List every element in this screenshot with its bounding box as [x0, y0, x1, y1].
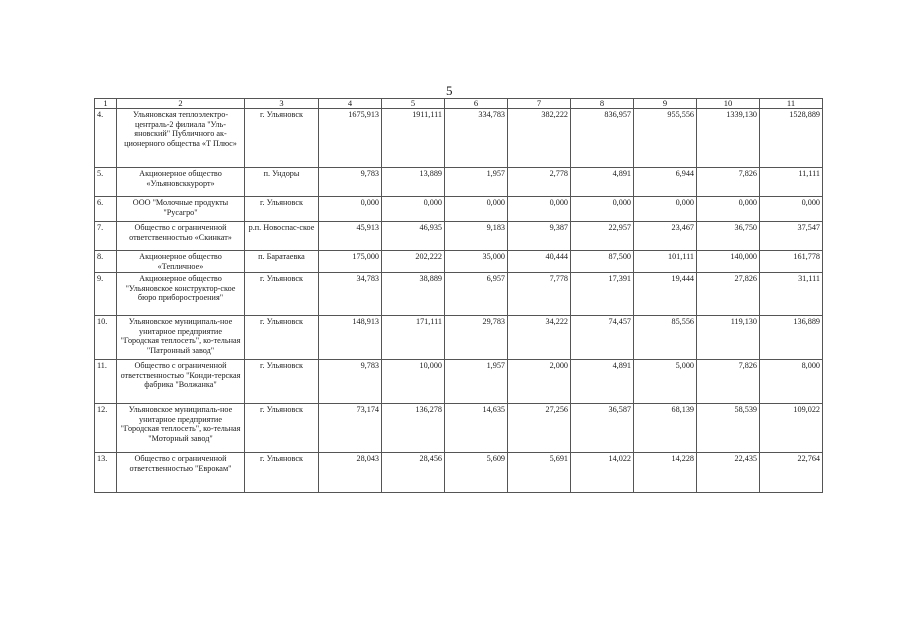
row-index: 6. [95, 197, 117, 222]
row-index: 9. [95, 273, 117, 316]
value-cell: 34,222 [508, 316, 571, 360]
organization-name: Ульяновское муниципаль-ное унитарное предприятие "Городская теплосеть", ко-тельная "Моторный завод" [117, 404, 245, 453]
value-cell: 175,000 [319, 251, 382, 273]
value-cell: 0,000 [382, 197, 445, 222]
value-cell: 8,000 [760, 360, 823, 404]
value-cell: 5,691 [508, 453, 571, 493]
value-cell: 35,000 [445, 251, 508, 273]
header-cell: 11 [760, 99, 823, 109]
value-cell: 140,000 [697, 251, 760, 273]
emissions-table [94, 98, 823, 493]
value-cell: 10,000 [382, 360, 445, 404]
value-cell: 9,783 [319, 360, 382, 404]
value-cell: 27,256 [508, 404, 571, 453]
value-cell: 22,957 [571, 222, 634, 251]
table-row [95, 453, 823, 493]
location: п. Ундоры [245, 168, 319, 197]
value-cell: 29,783 [445, 316, 508, 360]
location: г. Ульяновск [245, 273, 319, 316]
row-index: 13. [95, 453, 117, 493]
value-cell: 87,500 [571, 251, 634, 273]
value-cell: 7,826 [697, 168, 760, 197]
value-cell: 0,000 [571, 197, 634, 222]
value-cell: 1911,111 [382, 109, 445, 168]
header-cell: 1 [95, 99, 117, 109]
value-cell: 1,957 [445, 360, 508, 404]
row-index: 10. [95, 316, 117, 360]
organization-name: Акционерное общество «Ульяновсккурорт» [117, 168, 245, 197]
row-index: 5. [95, 168, 117, 197]
header-cell: 10 [697, 99, 760, 109]
table-row [95, 168, 823, 197]
value-cell: 85,556 [634, 316, 697, 360]
row-index: 8. [95, 251, 117, 273]
location: г. Ульяновск [245, 453, 319, 493]
value-cell: 14,635 [445, 404, 508, 453]
value-cell: 161,778 [760, 251, 823, 273]
value-cell: 9,183 [445, 222, 508, 251]
table-row [95, 197, 823, 222]
organization-name: ООО "Молочные продукты "Русагро" [117, 197, 245, 222]
header-row [95, 99, 823, 109]
value-cell: 0,000 [508, 197, 571, 222]
location: р.п. Новоспас-ское [245, 222, 319, 251]
value-cell: 171,111 [382, 316, 445, 360]
table-row [95, 109, 823, 168]
value-cell: 46,935 [382, 222, 445, 251]
value-cell: 136,889 [760, 316, 823, 360]
organization-name: Ульяновское муниципаль-ное унитарное предприятие "Городская теплосеть", ко-тельная "Патронный завод" [117, 316, 245, 360]
organization-name: Общество с ограниченной ответственностью «Скинкат» [117, 222, 245, 251]
header-cell: 8 [571, 99, 634, 109]
location: г. Ульяновск [245, 404, 319, 453]
value-cell: 0,000 [697, 197, 760, 222]
value-cell: 5,000 [634, 360, 697, 404]
table-row [95, 273, 823, 316]
value-cell: 37,547 [760, 222, 823, 251]
value-cell: 73,174 [319, 404, 382, 453]
location: п. Баратаевка [245, 251, 319, 273]
value-cell: 382,222 [508, 109, 571, 168]
value-cell: 6,957 [445, 273, 508, 316]
table-row [95, 222, 823, 251]
header-cell: 4 [319, 99, 382, 109]
row-index: 7. [95, 222, 117, 251]
value-cell: 1339,130 [697, 109, 760, 168]
header-cell: 6 [445, 99, 508, 109]
value-cell: 34,783 [319, 273, 382, 316]
header-cell: 5 [382, 99, 445, 109]
value-cell: 7,826 [697, 360, 760, 404]
value-cell: 28,043 [319, 453, 382, 493]
value-cell: 11,111 [760, 168, 823, 197]
value-cell: 136,278 [382, 404, 445, 453]
table-row [95, 251, 823, 273]
value-cell: 0,000 [445, 197, 508, 222]
value-cell: 19,444 [634, 273, 697, 316]
value-cell: 1675,913 [319, 109, 382, 168]
value-cell: 31,111 [760, 273, 823, 316]
value-cell: 119,130 [697, 316, 760, 360]
value-cell: 27,826 [697, 273, 760, 316]
header-cell: 3 [245, 99, 319, 109]
value-cell: 36,587 [571, 404, 634, 453]
value-cell: 6,944 [634, 168, 697, 197]
page-number: 5 [446, 83, 453, 98]
row-index: 12. [95, 404, 117, 453]
value-cell: 38,889 [382, 273, 445, 316]
value-cell: 334,783 [445, 109, 508, 168]
header-cell: 2 [117, 99, 245, 109]
value-cell: 955,556 [634, 109, 697, 168]
value-cell: 109,022 [760, 404, 823, 453]
value-cell: 9,387 [508, 222, 571, 251]
value-cell: 101,111 [634, 251, 697, 273]
value-cell: 0,000 [760, 197, 823, 222]
location: г. Ульяновск [245, 360, 319, 404]
value-cell: 836,957 [571, 109, 634, 168]
location: г. Ульяновск [245, 316, 319, 360]
value-cell: 40,444 [508, 251, 571, 273]
organization-name: Ульяновская теплоэлектро-централь-2 филиала "Уль-яновский" Публичного ак-ционерного общества «Т Плюс» [117, 109, 245, 168]
value-cell: 28,456 [382, 453, 445, 493]
location: г. Ульяновск [245, 197, 319, 222]
value-cell: 17,391 [571, 273, 634, 316]
location: г. Ульяновск [245, 109, 319, 168]
value-cell: 4,891 [571, 168, 634, 197]
value-cell: 22,764 [760, 453, 823, 493]
value-cell: 23,467 [634, 222, 697, 251]
value-cell: 14,228 [634, 453, 697, 493]
value-cell: 68,139 [634, 404, 697, 453]
row-index: 11. [95, 360, 117, 404]
value-cell: 1528,889 [760, 109, 823, 168]
organization-name: Общество с ограниченной ответственностью "Еврокам" [117, 453, 245, 493]
value-cell: 45,913 [319, 222, 382, 251]
header-cell: 9 [634, 99, 697, 109]
value-cell: 74,457 [571, 316, 634, 360]
value-cell: 2,778 [508, 168, 571, 197]
value-cell: 14,022 [571, 453, 634, 493]
organization-name: Общество с ограниченной ответственностью "Конди-терская фабрика "Волжанка" [117, 360, 245, 404]
table-row [95, 316, 823, 360]
value-cell: 148,913 [319, 316, 382, 360]
value-cell: 13,889 [382, 168, 445, 197]
value-cell: 0,000 [634, 197, 697, 222]
value-cell: 202,222 [382, 251, 445, 273]
table-row [95, 360, 823, 404]
value-cell: 0,000 [319, 197, 382, 222]
table-row [95, 404, 823, 453]
organization-name: Акционерное общество "Ульяновское конструктор-ское бюро приборостроения" [117, 273, 245, 316]
organization-name: Акционерное общество «Тепличное» [117, 251, 245, 273]
header-cell: 7 [508, 99, 571, 109]
value-cell: 9,783 [319, 168, 382, 197]
value-cell: 7,778 [508, 273, 571, 316]
value-cell: 5,609 [445, 453, 508, 493]
value-cell: 2,000 [508, 360, 571, 404]
value-cell: 1,957 [445, 168, 508, 197]
value-cell: 36,750 [697, 222, 760, 251]
value-cell: 4,891 [571, 360, 634, 404]
row-index: 4. [95, 109, 117, 168]
value-cell: 58,539 [697, 404, 760, 453]
value-cell: 22,435 [697, 453, 760, 493]
